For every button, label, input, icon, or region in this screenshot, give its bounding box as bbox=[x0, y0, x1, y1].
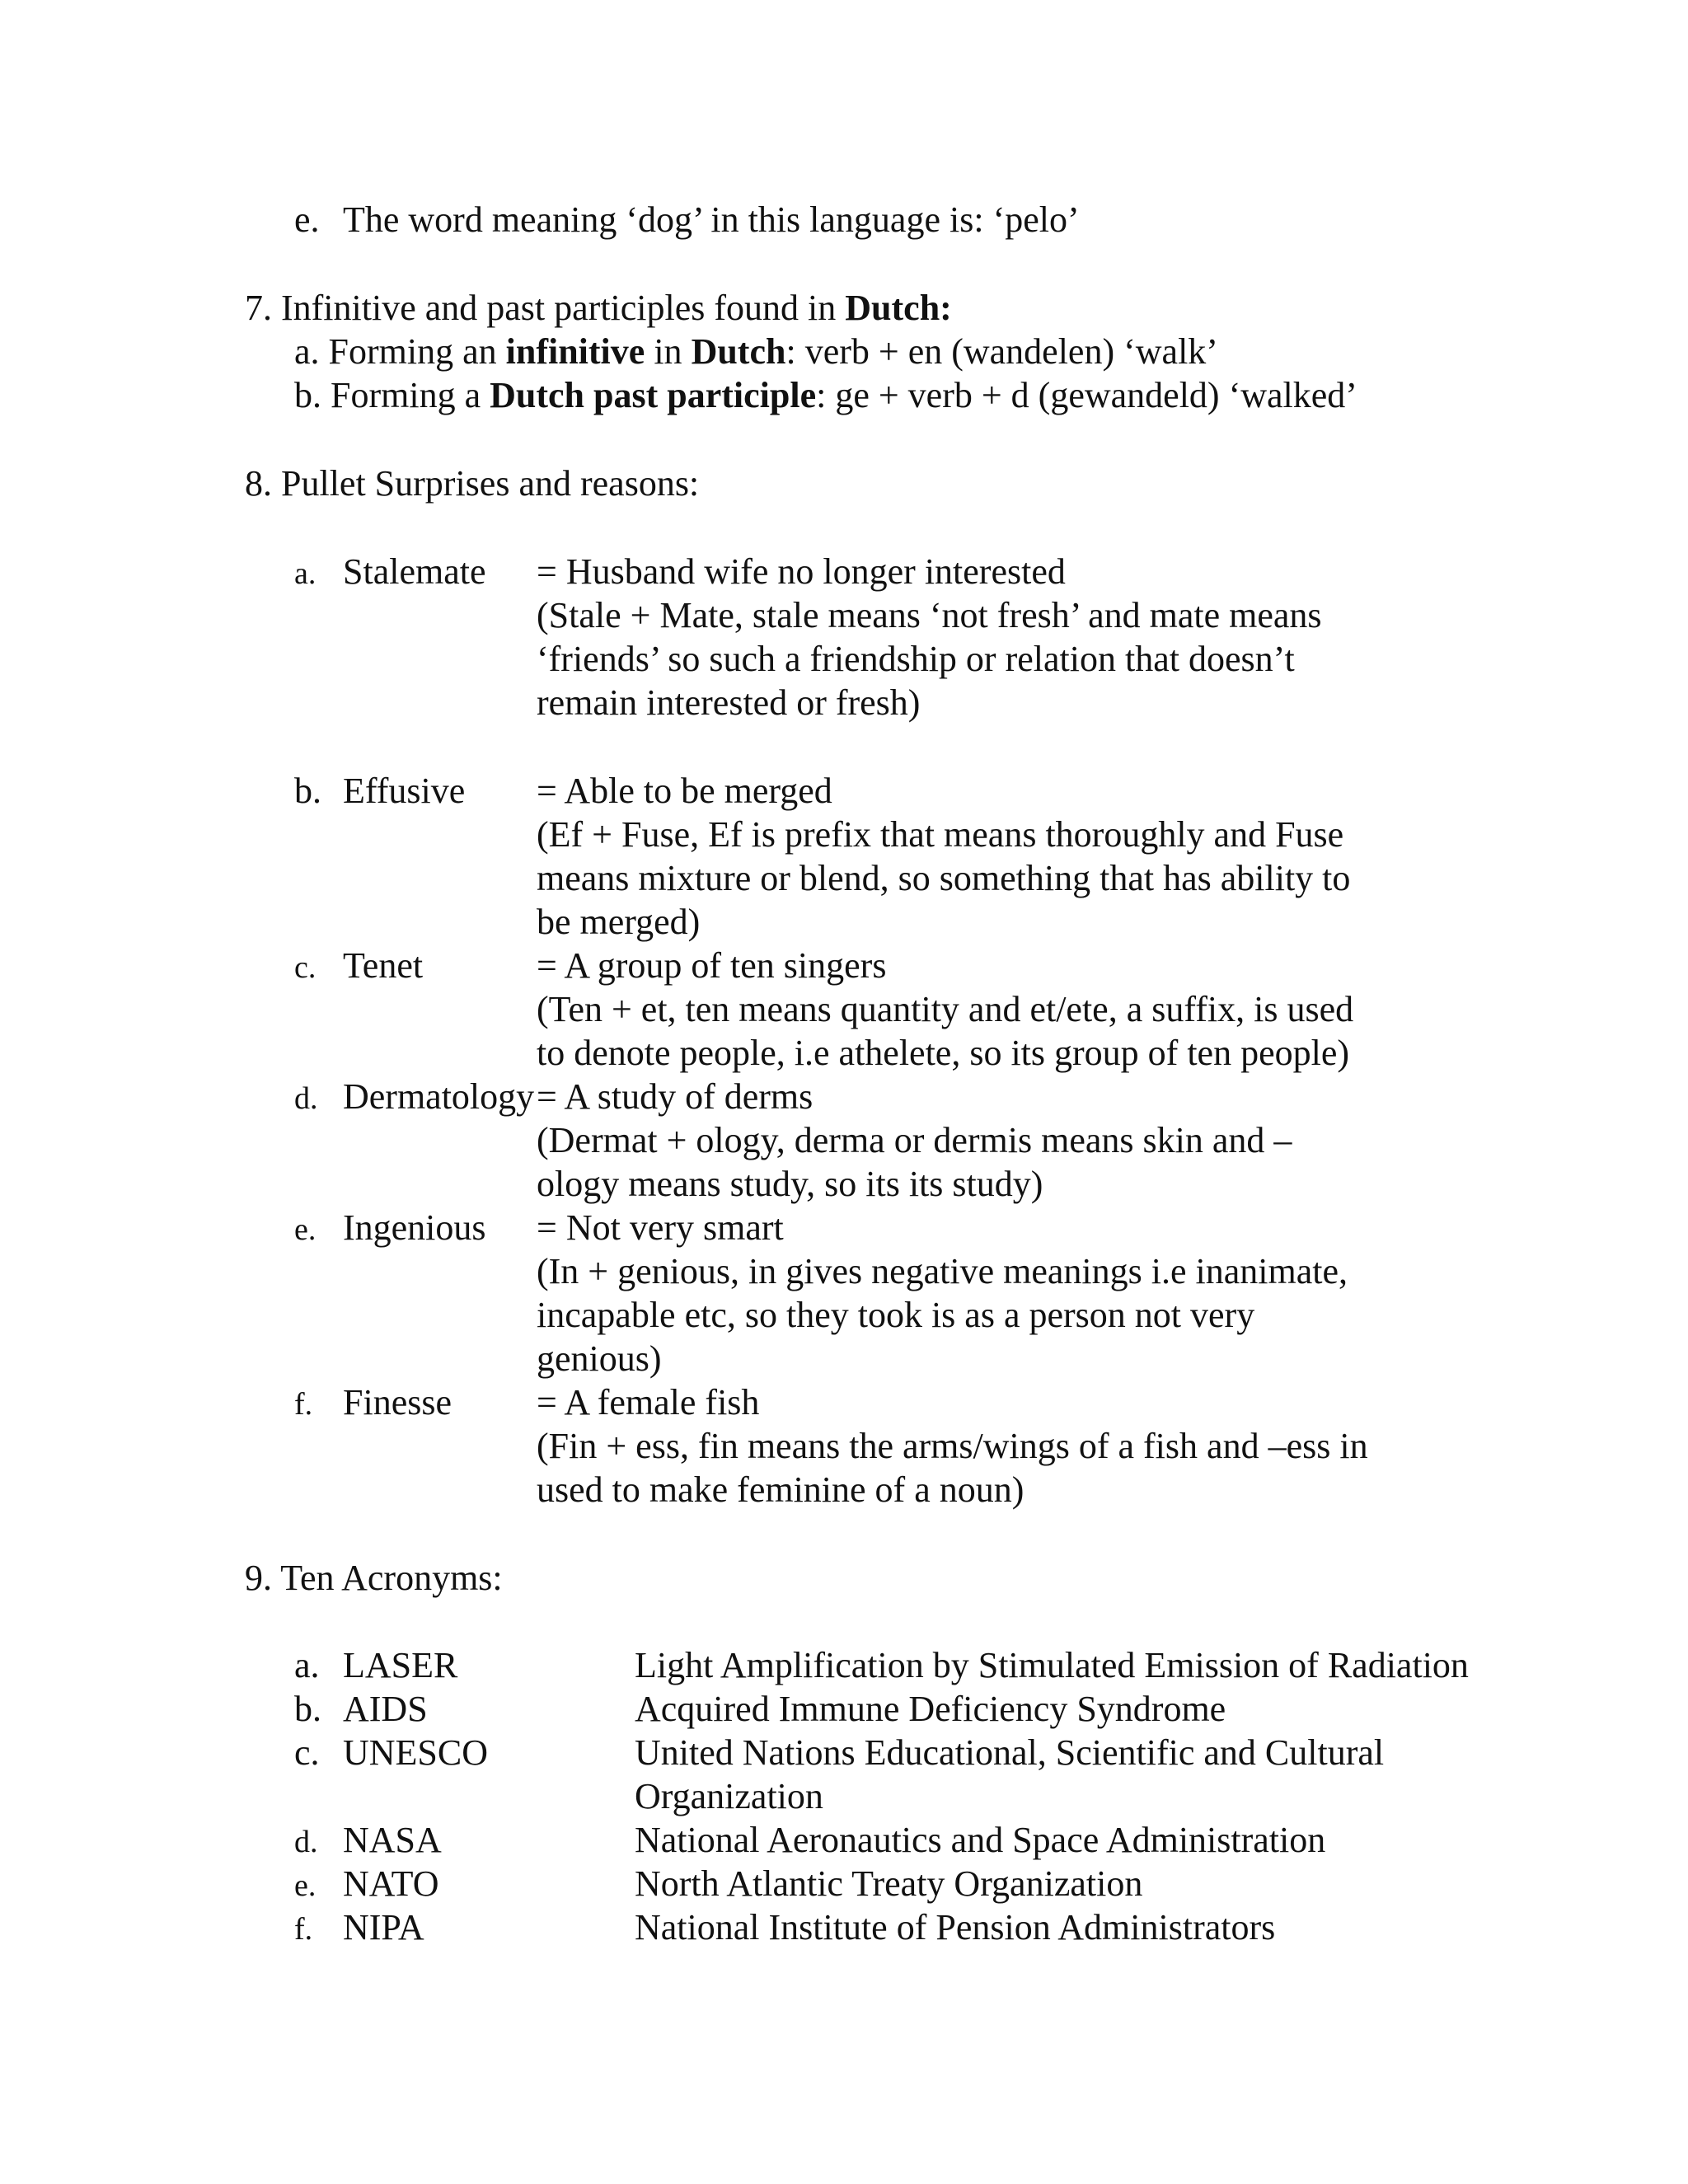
acronym-expansion: National Institute of Pension Administrators bbox=[635, 1907, 1276, 1947]
term: Tenet bbox=[343, 945, 424, 986]
acronym-expansion: Light Amplification by Stimulated Emission of Radiation bbox=[635, 1645, 1469, 1685]
definition-line: to denote people, i.e athelete, so its group of ten people) bbox=[537, 1033, 1350, 1073]
text: b. Forming a bbox=[294, 375, 490, 415]
definition-line: (Fin + ess, fin means the arms/wings of a fish and –ess in bbox=[537, 1426, 1368, 1466]
definition-line: = A study of derms bbox=[537, 1076, 814, 1117]
definition-line: = Husband wife no longer interested bbox=[537, 551, 1066, 592]
acronym: UNESCO bbox=[343, 1732, 489, 1773]
list-item-text: The word meaning ‘dog’ in this language is: ‘pelo’ bbox=[343, 199, 1080, 240]
acronym: AIDS bbox=[343, 1689, 428, 1729]
list-marker: b. bbox=[294, 771, 321, 811]
text: : ge + verb + d (gewandeld) ‘walked’ bbox=[816, 375, 1357, 415]
definition-line: (Stale + Mate, stale means ‘not fresh’ and mate means bbox=[537, 595, 1322, 635]
list-marker: e. bbox=[294, 199, 320, 240]
term: Stalemate bbox=[343, 551, 486, 592]
acronym-expansion: Organization bbox=[635, 1776, 823, 1816]
definition-line: (Dermat + ology, derma or dermis means skin and – bbox=[537, 1120, 1292, 1160]
bold-text: Dutch bbox=[691, 331, 786, 372]
definition-line: (Ef + Fuse, Ef is prefix that means thoroughly and Fuse bbox=[537, 814, 1344, 855]
acronym: LASER bbox=[343, 1645, 458, 1685]
definition-line: = Not very smart bbox=[537, 1207, 784, 1248]
acronym-expansion: Acquired Immune Deficiency Syndrome bbox=[635, 1689, 1226, 1729]
section-heading-8: 8. Pullet Surprises and reasons: bbox=[245, 463, 700, 504]
list-marker: c. bbox=[294, 1732, 320, 1773]
acronym-expansion: United Nations Educational, Scientific and Cultural bbox=[635, 1732, 1385, 1773]
definition-line: = Able to be merged bbox=[537, 771, 832, 811]
acronym-expansion: North Atlantic Treaty Organization bbox=[635, 1863, 1143, 1904]
acronym: NATO bbox=[343, 1863, 439, 1904]
definition-line: used to make feminine of a noun) bbox=[537, 1469, 1025, 1510]
definition-line: genious) bbox=[537, 1338, 662, 1379]
term: Effusive bbox=[343, 771, 466, 811]
definition-line: (In + genious, in gives negative meanings i.e inanimate, bbox=[537, 1251, 1348, 1291]
definition-line: = A group of ten singers bbox=[537, 945, 887, 986]
list-marker: c. bbox=[294, 950, 316, 985]
list-item-7b bbox=[294, 373, 1357, 418]
text: : verb + en (wandelen) ‘walk’ bbox=[785, 331, 1218, 372]
term: Ingenious bbox=[343, 1207, 486, 1248]
list-marker: e. bbox=[294, 1212, 316, 1247]
list-marker: f. bbox=[294, 1912, 313, 1947]
term: Finesse bbox=[343, 1382, 452, 1422]
acronym-expansion: National Aeronautics and Space Administration bbox=[635, 1820, 1326, 1860]
list-marker: a. bbox=[294, 556, 316, 591]
heading-bold: Dutch: bbox=[845, 288, 952, 328]
definition-line: (Ten + et, ten means quantity and et/ete, a suffix, is used bbox=[537, 989, 1354, 1029]
text: in bbox=[645, 331, 692, 372]
term: Dermatology bbox=[343, 1076, 535, 1117]
definition-line: = A female fish bbox=[537, 1382, 760, 1422]
definition-line: be merged) bbox=[537, 902, 701, 942]
list-marker: a. bbox=[294, 1645, 320, 1685]
text: a. Forming an bbox=[294, 331, 506, 372]
definition-line: means mixture or blend, so something that has ability to bbox=[537, 858, 1351, 898]
acronym: NASA bbox=[343, 1820, 442, 1860]
definition-line: remain interested or fresh) bbox=[537, 682, 921, 723]
definition-line: ‘friends’ so such a friendship or relation that doesn’t bbox=[537, 639, 1295, 679]
definition-line: incapable etc, so they took is as a person not very bbox=[537, 1295, 1255, 1335]
section-heading-7 bbox=[245, 286, 952, 330]
list-item-7a bbox=[294, 330, 1218, 374]
definition-line: ology means study, so its its study) bbox=[537, 1164, 1043, 1204]
list-marker: e. bbox=[294, 1868, 316, 1903]
list-marker: d. bbox=[294, 1825, 318, 1859]
bold-text: infinitive bbox=[505, 331, 645, 372]
list-marker: f. bbox=[294, 1387, 313, 1422]
section-heading-9: 9. Ten Acronyms: bbox=[245, 1558, 503, 1598]
bold-text: Dutch past participle bbox=[490, 375, 817, 415]
acronym: NIPA bbox=[343, 1907, 424, 1947]
list-marker: b. bbox=[294, 1689, 321, 1729]
heading-text: 7. Infinitive and past participles found in bbox=[245, 288, 846, 328]
list-marker: d. bbox=[294, 1081, 318, 1116]
